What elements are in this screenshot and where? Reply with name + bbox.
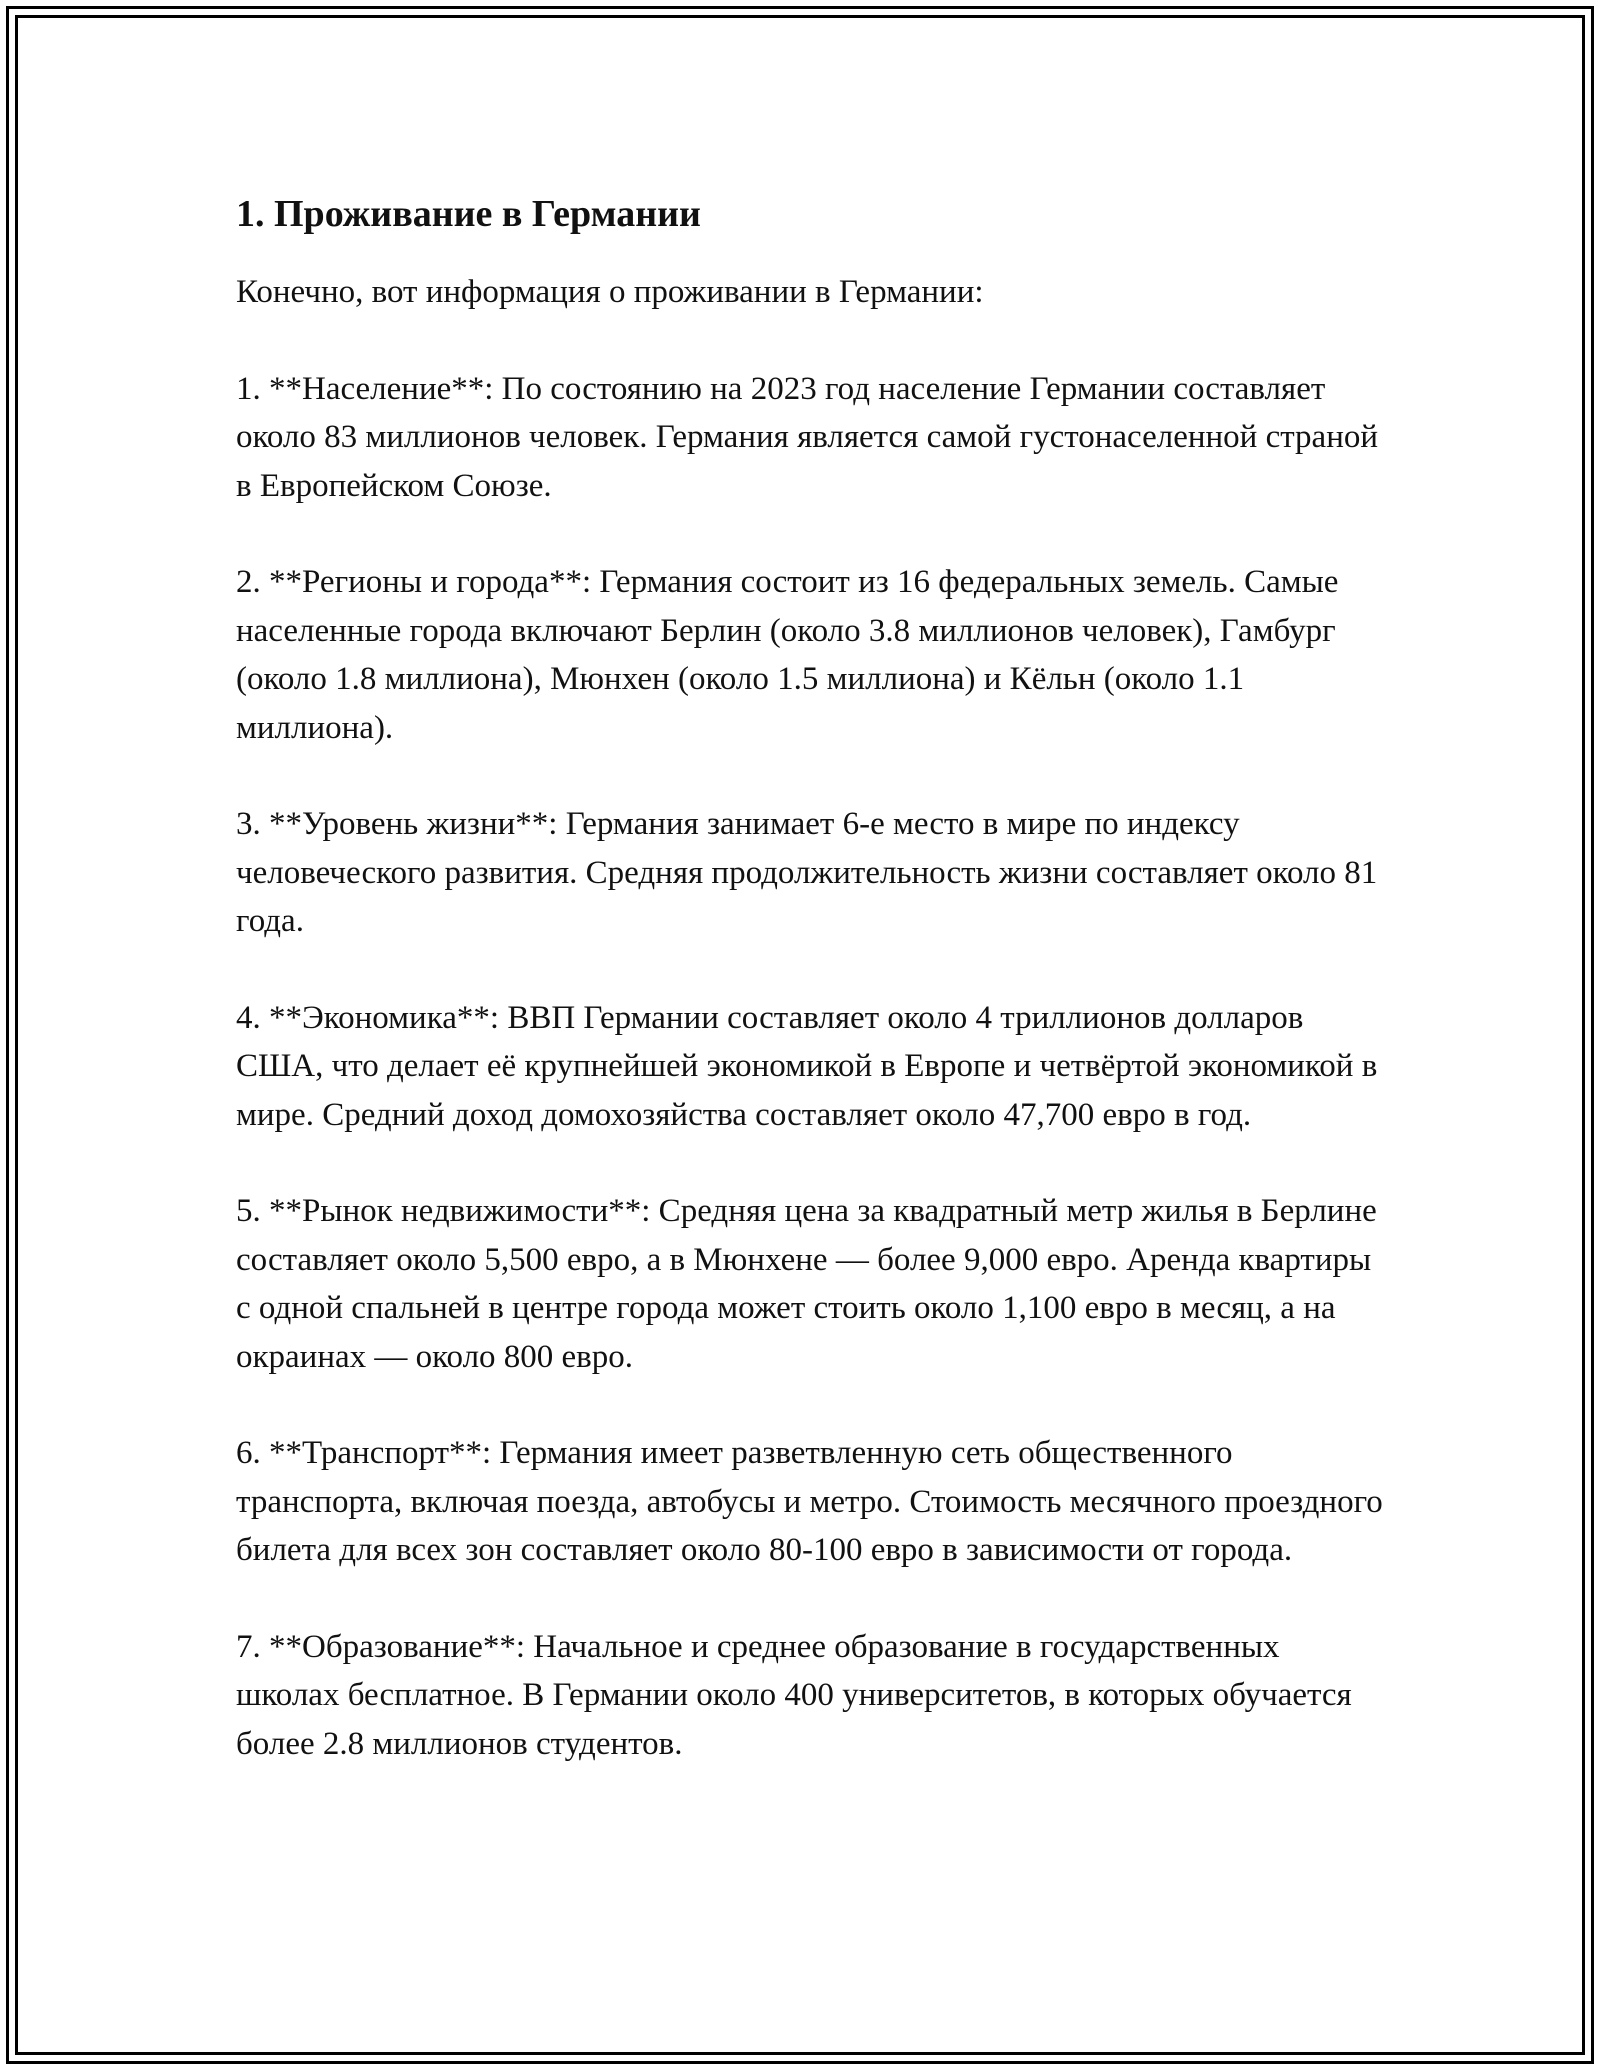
list-item-population: 1. **Население**: По состоянию на 2023 год население Германии составляет около 83 миллионов человек. Германия является самой густонаселенной страной в Европейском Союзе.: [236, 370, 1379, 504]
list-item-education: 7. **Образование**: Начальное и среднее образование в государственных школах бесплатное. В Германии около 400 университетов, в которых обучается более 2.8 миллионов студентов.: [236, 1628, 1352, 1762]
document-title: 1. Проживание в Германии: [236, 193, 701, 235]
document-body: [236, 188, 1386, 1768]
list-item-living-standard: 3. **Уровень жизни**: Германия занимает 6-е место в мире по индексу человеческого развития. Средняя продолжительность жизни составляет около 81 года.: [236, 806, 1378, 939]
list-item-economy: 4. **Экономика**: ВВП Германии составляет около 4 триллионов долларов США, что делает её крупнейшей экономикой в Европе и четвёртой экономикой в мире. Средний доход домохозяйства составляет около 47,700 евро в год.: [236, 999, 1378, 1133]
list-item-real-estate: 5. **Рынок недвижимости**: Средняя цена за квадратный метр жилья в Берлине составляет около 5,500 евро, а в Мюнхене — более 9,000 евро. Аренда квартиры с одной спальней в центре города может стоить около 1,100 евро в месяц, а на окраинах — около 800 евро.: [236, 1193, 1377, 1375]
list-item-transport: 6. **Транспорт**: Германия имеет разветвленную сеть общественного транспорта, включая поезда, автобусы и метро. Стоимость месячного проездного билета для всех зон составляет около 80-100 евро в зависимости от города.: [236, 1435, 1383, 1568]
intro-paragraph: Конечно, вот информация о проживании в Германии:: [236, 274, 984, 310]
list-item-regions: 2. **Регионы и города**: Германия состоит из 16 федеральных земель. Самые населенные города включают Берлин (около 3.8 миллионов человек), Гамбург (около 1.8 миллиона), Мюнхен (около 1.5 миллиона) и Кёльн (около 1.1 миллиона).: [236, 564, 1339, 746]
